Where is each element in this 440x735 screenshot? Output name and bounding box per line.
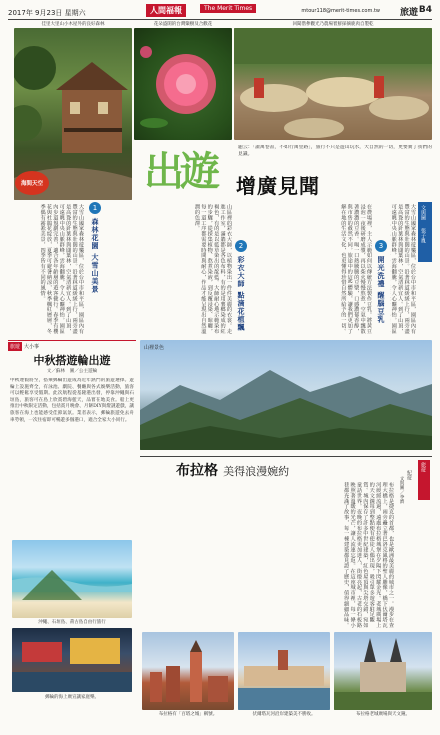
cruise-deck-photo xyxy=(12,628,132,692)
newspaper-logo-en: The Merit Times xyxy=(200,4,256,13)
feature-col-far: 大雪山國家森林遊樂區，位於台中市和平區，園區內有豐富的生態與壯闊的山景。沿著林道緩緩上行，兩旁盡是高聳的針葉林與闊葉林，空氣清新宜人。到了山頂，可遠眺中央山脈群峰，雲海翻騰，令人心曠神怡。園區 xyxy=(390,204,416,334)
feature-col-mid: 山區裡的彩衣大師，以植物染出一件件美麗的衣裳。走進工作室，滿牆都是各色布料，有的是用薯榔染成的紅褐色，有的是以藍草染出的靛藍。大師耐心地示範染布的步驟，從採集植物、熬煮染液，到反覆浸染、晾曬，每一道工序都需要時間與耐心，作品才能呈現出自然溫潤的色澤。 xyxy=(193,204,232,334)
feature-title-big: 出遊 xyxy=(144,148,216,195)
page-header xyxy=(8,4,432,18)
prague-rule xyxy=(140,456,432,457)
flower-illustration xyxy=(134,28,232,140)
header-rule xyxy=(8,19,432,20)
feature-col-left: 大雪山國家森林遊樂區，位於台中市和平區，園區內有豐富的生態與壯闊的山景。沿著林道緩緩上行，兩旁盡是高聳的針葉林與闊葉林，空氣清新宜人。到了山頂，可遠眺中央山脈群峰，雲海翻騰，令人心曠神怡。園區內步道規劃完善，適合各年齡層的遊客健行。春季有櫻花與杜鵑花綻放，夏季可避暑納涼，秋季楓紅層層，冬季偶有霧凇美景，四季皆有不同的風情。 xyxy=(39,204,84,334)
prague-title: 布拉格 xyxy=(176,463,218,479)
prague-city-caption: 布拉格有「百塔之城」稱號。 xyxy=(158,712,218,717)
tofu-caption: 回聞偕參觀光乃農場嘗鮮採摘鹿肉自製乾 xyxy=(292,22,374,27)
prague-body: 布拉格是捷克的首都，也是歐洲最美麗的城市之一。漫步在查理大橋上，兩旁矗立著巴洛克風格的聖人雕像，橋下伏爾塔瓦河緩緩流過，遠處布拉格城堡在夕陽下閃耀金光。老城廣場上的天文鐘每到整點便有使徒人偶出現，吸引眾多遊客駐足觀賞。城內保存了許多中世紀建築，紅色屋頂與尖塔交錯，宛如童話世界。夜晚的布拉格更加迷人，街燈亮起，古老的石板路映照著溫暖的光芒，讓人流連忘返。在這座城市裡，每一條小巷都充滿了故事，每一棟建築都見證了歷史，值得細細品味。 xyxy=(343,482,394,628)
prague-square-caption: 布拉格老城廣場與天文鐘。 xyxy=(356,712,410,717)
prague-tag2: 紀遊 xyxy=(406,470,412,480)
feature-col-right: 在農場裡，主人示範如何以傳統方法製作豆乳。將黃豆浸泡一夜後研磨成漿，再以柴火慢慢熬煮，空氣中飄散著濃濃的豆香。喝一口熱騰騰的豆漿，口感濃郁香醇，與市售的截然不同。旅途中的這些體驗，讓我們更加了解在地的生活文化，也更懂得珍惜自然所給予的一切。 xyxy=(340,204,372,334)
section-3-badge: 3 xyxy=(375,240,387,252)
section-3-title: 開光洗禮 醒腦豆乳 xyxy=(377,256,386,324)
mountain-photo xyxy=(140,340,432,450)
section-3-head xyxy=(374,240,388,336)
byline-label: 文與圖 xyxy=(420,205,426,220)
river-illustration xyxy=(238,632,330,710)
prague-city-photo xyxy=(142,632,234,710)
section-2-head xyxy=(234,240,248,336)
feature-title-rest: 增廣見聞 xyxy=(236,174,320,198)
ship-tag: 旅遊 xyxy=(10,344,21,350)
feature-columns xyxy=(8,200,432,340)
city-illustration xyxy=(142,632,234,710)
section-1-title: 森林花園 大雪山美景 xyxy=(91,218,100,294)
section-name: 旅遊 xyxy=(399,8,418,18)
newspaper-logo: 人間福報 xyxy=(146,4,186,17)
prague-heading xyxy=(176,460,289,480)
ship-body: 中秋連假將至，搭乘郵輪出遊成為近年熱門的旅遊選擇。遊輪上設施齊全，有泳池、劇院、餐廳與各式娛樂活動，旅客可以輕鬆享受假期。此次航程從基隆港出發，停靠沖繩與石垣島，旅客可在島上欣賞碧海藍天，品嘗在地美食。船上更推出中秋限定活動，包括賞月晚會、月餅DIY與燈謎遊戲，讓旅客在海上也能感受佳節氣氛。業者表示，郵輪旅遊免去舟車勞頓，一次住宿即可暢遊多個港口，適合全家大小同行。 xyxy=(10,378,134,423)
square-illustration xyxy=(334,632,432,710)
okinawa-caption: 沖繩、石垣島、莆古島自由行旅行 xyxy=(38,620,106,625)
issue-date: 2017年 9月23日 星期六 xyxy=(8,9,86,17)
ship-title: 中秋搭遊輪出遊 xyxy=(33,354,111,367)
section-2-badge: 2 xyxy=(235,240,247,252)
badge-circle xyxy=(14,170,50,196)
okinawa-beach-photo xyxy=(12,540,132,618)
section-2-title: 彩衣大師 點滴花植飄 xyxy=(237,256,246,332)
cruise-caption: 郵輪的海上廣宣讓家庭樂。 xyxy=(45,695,99,700)
deck-illustration xyxy=(12,628,132,692)
drying-tofu-photo xyxy=(234,28,432,140)
ship-tag-suffix: 大小事 xyxy=(24,344,40,350)
beach-illustration xyxy=(12,540,132,618)
prague-byline: 文與圖／李濟 xyxy=(399,476,404,504)
byline-box xyxy=(418,202,432,262)
badge-label: 海間天空 xyxy=(20,181,43,187)
prague-tag: 旅遊 xyxy=(420,462,426,472)
contact-email: mtour118@merit-times.com.tw xyxy=(301,8,380,14)
ship-byline: 文／蘇林 圖／公主遊輪 xyxy=(46,369,98,374)
byline-name: 張子胤 xyxy=(420,228,426,243)
prague-river-photo xyxy=(238,632,330,710)
cabin-caption: 佳里大里山小木屋外的良好森林 xyxy=(41,22,105,27)
page-number: B4 xyxy=(418,5,432,15)
flower-caption: 花朵盛開的台灣欒樹及合歡花 xyxy=(153,22,213,27)
mountain-caption: 山裡景色 xyxy=(144,345,165,351)
mountain-illustration xyxy=(140,340,432,450)
prague-tag-box xyxy=(418,460,430,500)
prague-subtitle: 美得浪漫婉約 xyxy=(223,465,290,478)
prague-square-photo xyxy=(334,632,432,710)
prague-river-caption: 伏爾塔瓦河沿岸建築美不勝收。 xyxy=(252,712,316,717)
feature-intro: 題云：「讀萬卷書，不如行萬里路」，旅行不只是遊山玩水，大自然的一切，更要實了我們的見識。 xyxy=(238,145,432,157)
feature-title-art xyxy=(144,142,224,208)
section-1-head xyxy=(88,202,102,332)
section-1-badge: 1 xyxy=(89,202,101,214)
flower-photo xyxy=(134,28,232,140)
baskets-illustration xyxy=(234,28,432,140)
